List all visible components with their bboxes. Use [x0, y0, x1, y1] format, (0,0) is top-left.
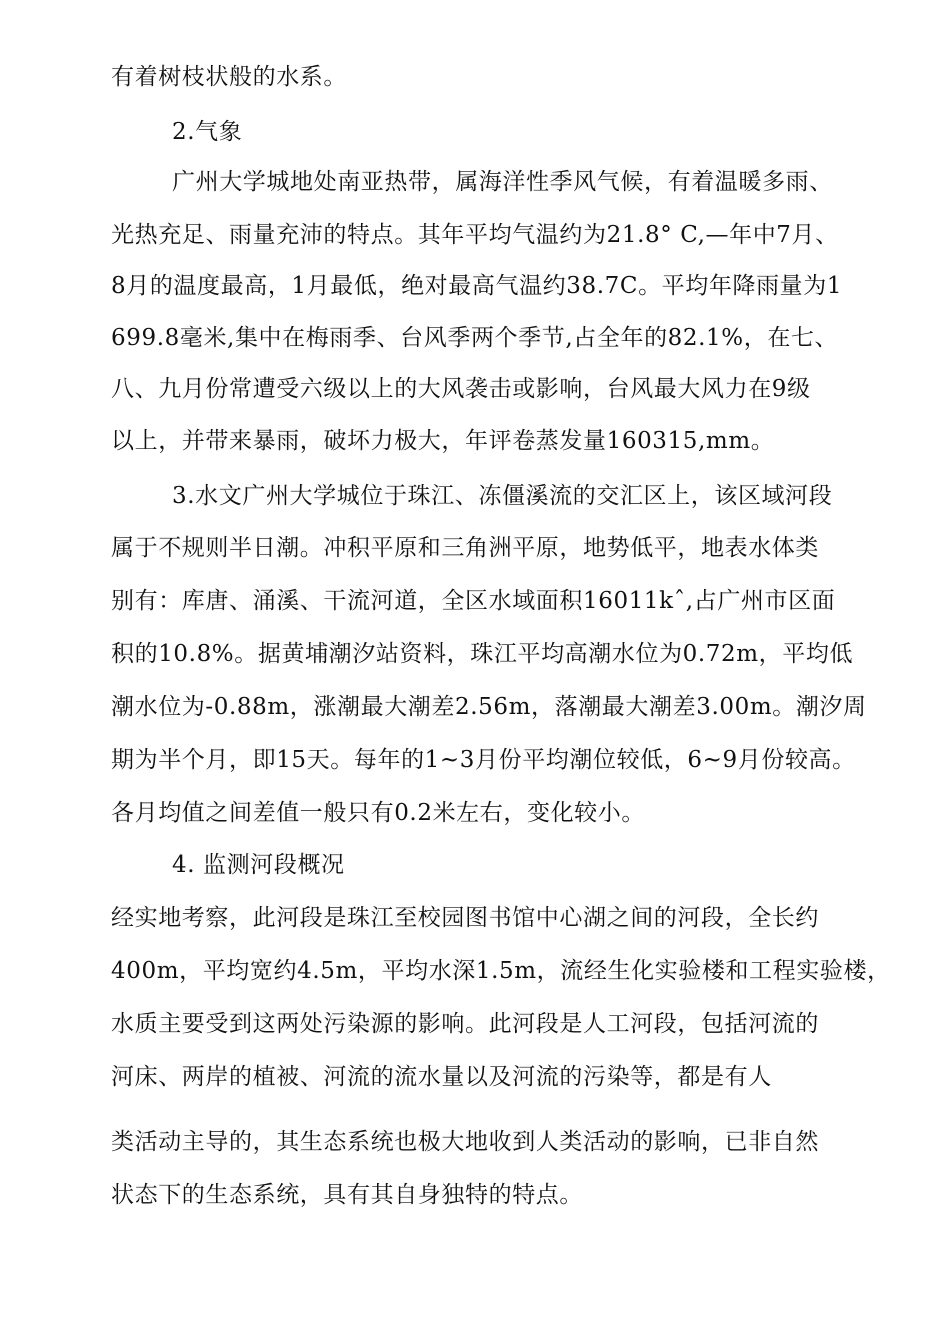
section-heading-hydrology: 3.水文广州大学城位于珠江、冻僵溪流的交汇区上，该区域河段	[172, 483, 833, 509]
text-line: 各月均值之间差值一般只有0.2米左右，变化较小。	[111, 800, 645, 826]
text-line: 经实地考察，此河段是珠江至校园图书馆中心湖之间的河段，全长约	[111, 905, 819, 931]
text-line: 属于不规则半日潮。冲积平原和三角洲平原，地势低平，地表水体类	[111, 535, 819, 561]
section-heading-weather: 2.气象	[172, 119, 243, 145]
text-line: 期为半个月，即15天。每年的1~3月份平均潮位较低，6~9月份较高。	[111, 747, 856, 773]
text-line: 类活动主导的，其生态系统也极大地收到人类活动的影响，已非自然	[111, 1129, 819, 1155]
text-line: 光热充足、雨量充沛的特点。其年平均气温约为21.8° C,—年中7月、	[111, 222, 839, 248]
text-line: 8月的温度最高，1月最低，绝对最高气温约38.7C。平均年降雨量为1	[111, 273, 843, 299]
text-line: 河床、两岸的植被、河流的流水量以及河流的污染等，都是有人	[111, 1064, 772, 1090]
section-heading-monitoring: 4. 监测河段概况	[172, 852, 345, 878]
text-line: 以上，并带来暴雨，破坏力极大，年评卷蒸发量160315,mm。	[111, 428, 775, 454]
text-line: 水质主要受到这两处污染源的影响。此河段是人工河段，包括河流的	[111, 1011, 819, 1037]
text-line: 广州大学城地处南亚热带，属海洋性季风气候，有着温暖多雨、	[172, 169, 833, 195]
text-line: 潮水位为-0.88m，涨潮最大潮差2.56m，落潮最大潮差3.00m。潮汐周	[111, 694, 867, 720]
text-line: 积的10.8%。据黄埔潮汐站资料，珠江平均高潮水位为0.72m，平均低	[111, 641, 854, 667]
text-line: 别有：库唐、涌溪、干流河道，全区水域面积16011kˆ,占广州市区面	[111, 588, 836, 614]
text-line: 状态下的生态系统，具有其自身独特的特点。	[111, 1182, 583, 1208]
text-line: 699.8毫米,集中在梅雨季、台风季两个季节,占全年的82.1%，在七、	[111, 325, 839, 351]
text-line: 400m，平均宽约4.5m，平均水深1.5m，流经生化实验楼和工程实验楼，	[111, 958, 891, 984]
text-line: 八、九月份常遭受六级以上的大风袭击或影响，台风最大风力在9级	[111, 376, 811, 402]
text-line: 有着树枝状般的水系。	[111, 64, 347, 90]
